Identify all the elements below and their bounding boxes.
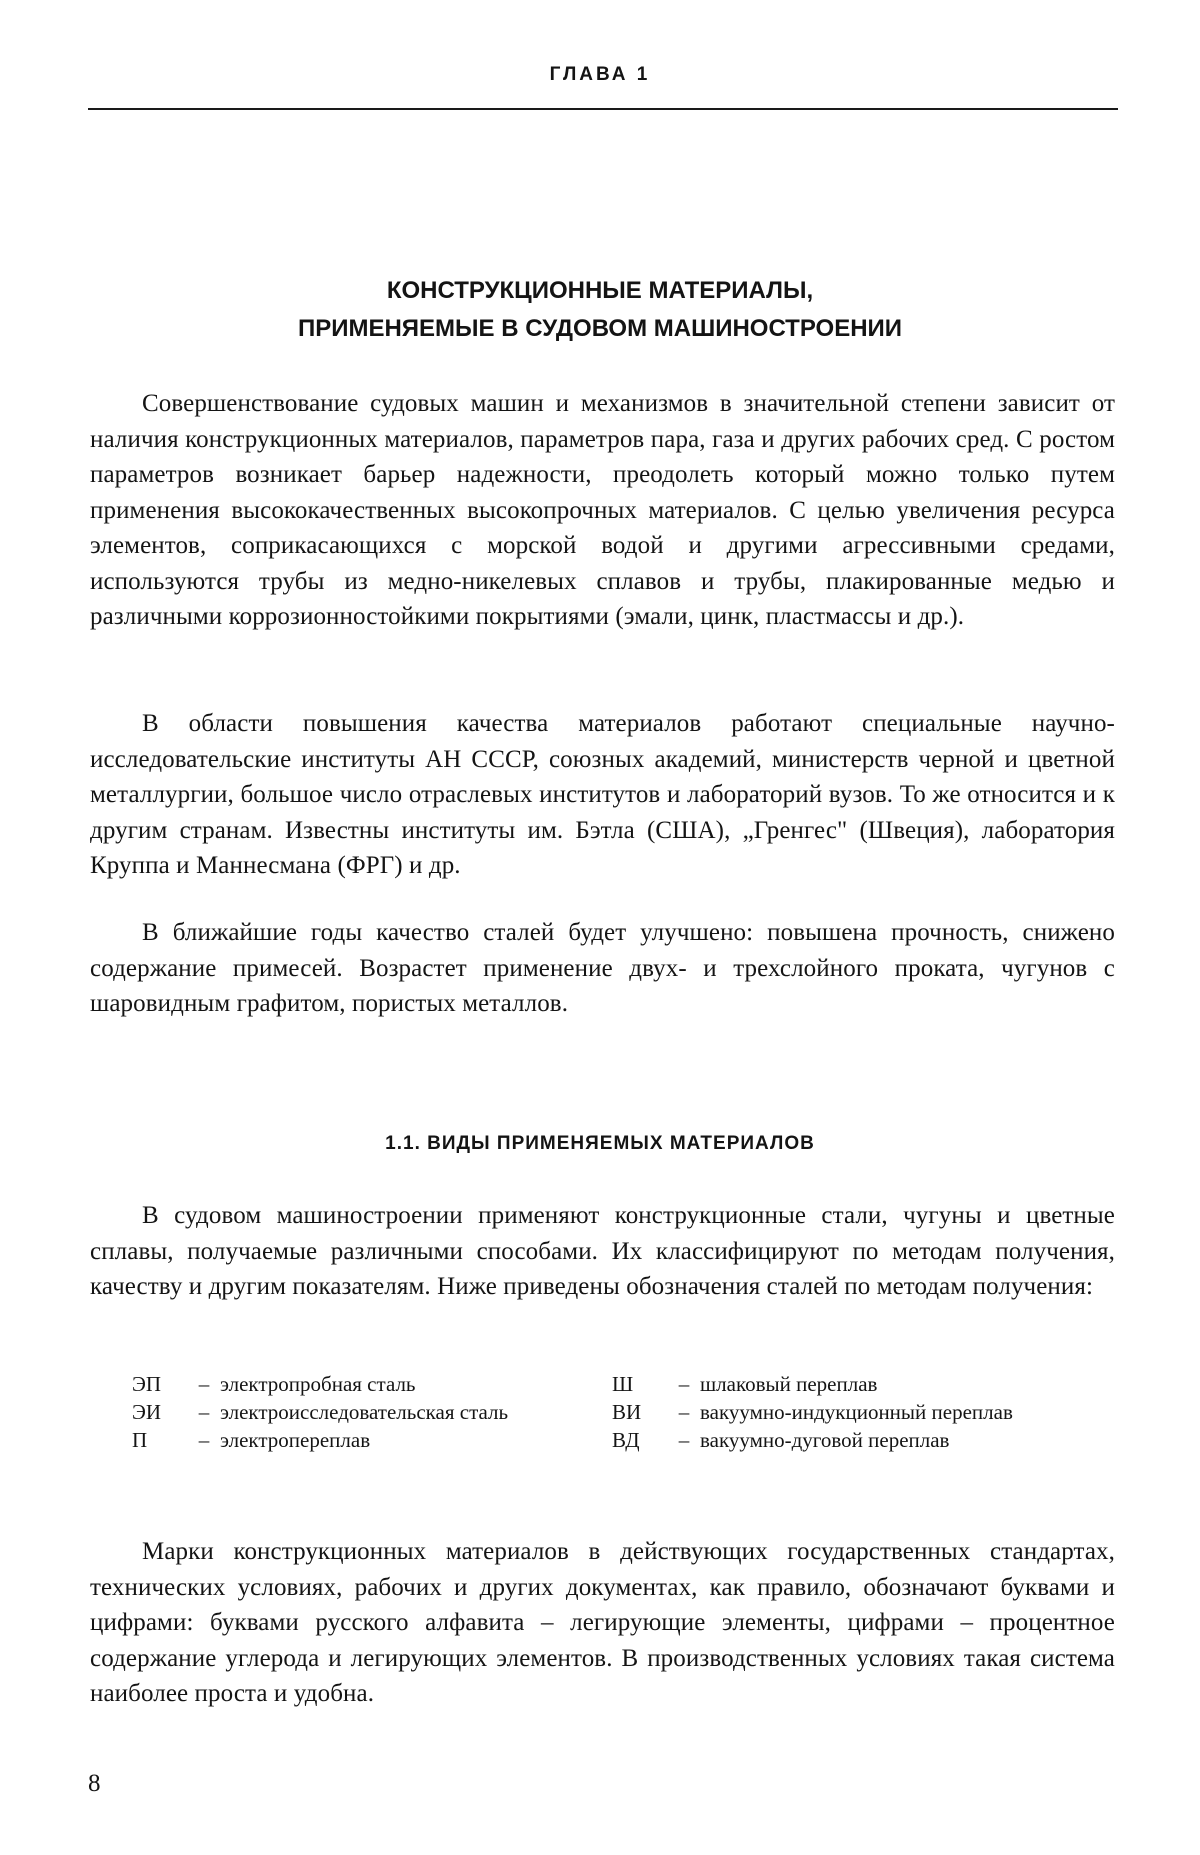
abbreviation-code: ВД [612,1428,640,1452]
intro-paragraph-2: В области повышения качества материалов работают специальные научно-исследовательские институты АН СССР, союзных академий, министерств черной и цветной металлургии, большое число отраслевых институтов и лабораторий вузов. То же относится и к другим странам. Известны институты им. Бэтла (США), „Гренгес" (Швеция), лаборатория Круппа и Маннесмана (ФРГ) и др. [90,710,1115,879]
section-paragraph-1: В судовом машиностроении применяют конструкционные стали, чугуны и цветные сплавы, получаемые различными способами. Их классифицируют по методам получения, качеству и другим показателям. Ниже приведены обозначения сталей по методам получения: [90,1202,1115,1300]
section-heading: 1.1. ВИДЫ ПРИМЕНЯЕМЫХ МАТЕРИАЛОВ [385,1133,815,1154]
chapter-title-line-2: ПРИМЕНЯЕМЫЕ В СУДОВОМ МАШИНОСТРОЕНИИ [297,315,903,342]
abbreviation-item [132,1398,612,1426]
abbreviation-dash: – [198,1372,210,1396]
header-rule [88,108,1118,110]
abbreviation-description: вакуумно-дуговой переплав [700,1428,950,1452]
abbreviation-code: ЭИ [132,1400,162,1424]
abbreviation-list [132,1370,1092,1454]
abbreviation-dash: – [678,1428,690,1452]
abbreviation-code: П [132,1428,148,1452]
abbreviation-row [132,1426,1092,1454]
abbreviation-description: вакуумно-индукционный переплав [700,1400,1013,1424]
intro-paragraph-1: Совершенствование судовых машин и механизмов в значительной степени зависит от наличия конструкционных материалов, параметров пара, газа и других рабочих сред. С ростом параметров возникает барьер надежности, преодолеть который можно только путем применения высококачественных высокопрочных материалов. С целью увеличения ресурса элементов, соприкасающихся с морской водой и другими агрессивными средами, используются трубы из медно-никелевых сплавов и трубы, плакированные медью и различными коррозионностойкими покрытиями (эмали, цинк, пластмассы и др.). [90,390,1115,630]
abbreviation-dash: – [678,1400,690,1424]
running-header: ГЛАВА 1 [549,64,651,85]
abbreviation-item [612,1370,1092,1398]
abbreviation-code: ВИ [612,1400,642,1424]
abbreviation-dash: – [678,1372,690,1396]
page-number: 8 [88,1770,101,1797]
abbreviation-description: электропереплав [220,1428,371,1452]
chapter-title [100,272,1100,348]
abbreviation-code: ЭП [132,1372,162,1396]
abbreviation-item [612,1398,1092,1426]
abbreviation-item [132,1370,612,1398]
abbreviation-dash: – [198,1400,210,1424]
abbreviation-code: Ш [612,1372,634,1396]
abbreviation-description: шлаковый переплав [700,1372,878,1396]
abbreviation-item [612,1426,1092,1454]
intro-paragraph-3: В ближайшие годы качество сталей будет улучшено: повышена прочность, снижено содержание примесей. Возрастет применение двух- и трехслойного проката, чугунов с шаровидным графитом, пористых металлов. [90,919,1115,1017]
abbreviation-row [132,1398,1092,1426]
abbreviation-description: электропробная сталь [220,1372,416,1396]
abbreviation-description: электроисследовательская сталь [220,1400,509,1424]
section-paragraph-2: Марки конструкционных материалов в действующих государственных стандартах, технических условиях, рабочих и других документах, как правило, обозначают буквами и цифрами: буквами русского алфавита – легирующие элементы, цифрами – процентное содержание углерода и легирующих элементов. В производственных условиях такая система наиболее проста и удобна. [90,1538,1115,1707]
abbreviation-row [132,1370,1092,1398]
abbreviation-item [132,1426,612,1454]
abbreviation-dash: – [198,1428,210,1452]
chapter-title-line-1: КОНСТРУКЦИОННЫЕ МАТЕРИАЛЫ, [386,277,814,304]
